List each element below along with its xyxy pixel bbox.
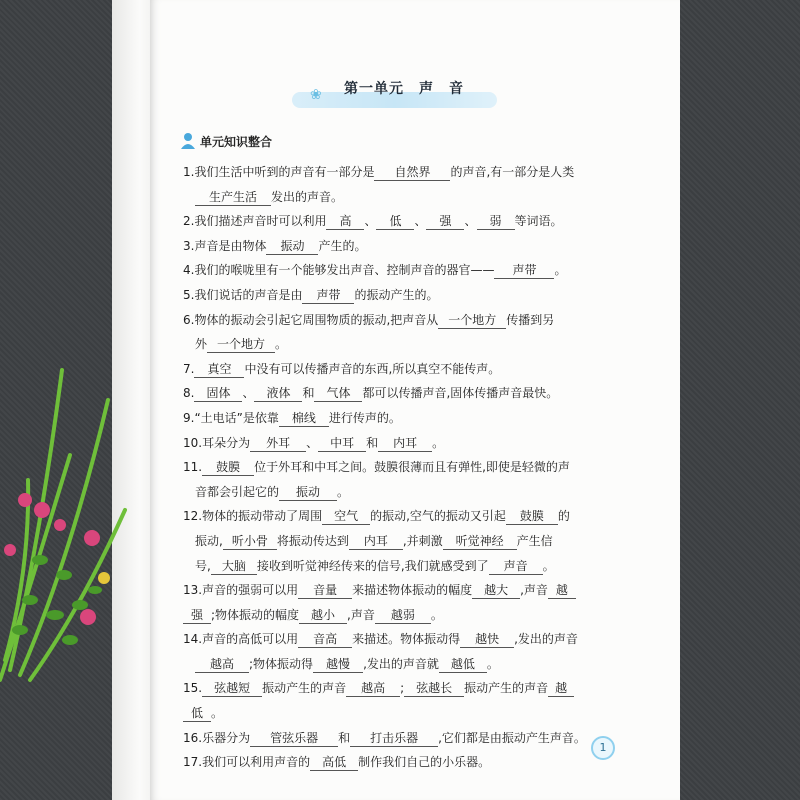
answer-blank: 固体 <box>194 385 242 402</box>
list-item-line <box>183 726 633 751</box>
unit-title <box>292 76 497 112</box>
question-text: 。 <box>554 263 567 278</box>
answer-blank: 棉线 <box>279 410 329 427</box>
answer-blank: 振动 <box>279 484 337 501</box>
question-text: 的振动,空气的振动又引起 <box>370 509 506 524</box>
question-text: ,声音 <box>347 607 375 622</box>
answer-blank: 鼓膜 <box>506 508 558 525</box>
answer-blank: 强 <box>426 213 464 230</box>
list-item-line <box>183 406 633 431</box>
question-text: 位于外耳和中耳之间。鼓膜很薄而且有弹性,即使是轻微的声 <box>254 460 570 475</box>
section-heading <box>180 131 272 151</box>
question-text: ,发出的声音 <box>514 632 578 647</box>
answer-blank: 越高 <box>346 680 400 697</box>
question-text: 振动, <box>183 533 223 548</box>
answer-blank: 一个地方 <box>207 336 275 353</box>
question-text: 等词语。 <box>514 214 563 229</box>
question-text: 。 <box>430 607 443 622</box>
question-text: 17.我们可以利用声音的 <box>183 755 311 770</box>
answer-blank: 低 <box>376 213 414 230</box>
person-icon <box>180 132 196 150</box>
question-text: 的 <box>557 509 570 524</box>
answer-blank: 越 <box>548 582 576 599</box>
question-text: 、 <box>242 386 255 401</box>
page-number: 1 <box>591 736 615 760</box>
answer-blank: 外耳 <box>250 435 306 452</box>
question-text: 3.声音是由物体 <box>183 238 267 253</box>
answer-blank: 高低 <box>310 754 358 771</box>
question-text: 中没有可以传播声音的东西,所以真空不能传声。 <box>244 361 501 376</box>
list-item-line <box>183 332 633 357</box>
list-item-line <box>183 209 633 234</box>
answer-blank: 真空 <box>194 361 244 378</box>
question-text: 来描述物体振动的幅度 <box>352 583 473 598</box>
list-item-line <box>183 701 633 726</box>
list-item-line <box>183 578 633 603</box>
question-text: ,声音 <box>520 583 548 598</box>
answer-blank: 越低 <box>439 656 487 673</box>
knowledge-list <box>183 160 633 775</box>
answer-blank: 声音 <box>489 558 543 575</box>
answer-blank: 液体 <box>254 385 302 402</box>
question-text: 制作我们自己的小乐器。 <box>358 755 491 770</box>
answer-blank: 空气 <box>322 508 370 525</box>
question-text <box>183 190 195 204</box>
question-text: 和 <box>338 730 351 745</box>
question-text: 的声音,有一部分是人类 <box>450 165 575 179</box>
list-item-line <box>183 357 633 382</box>
answer-blank: 越快 <box>460 631 514 648</box>
question-text: 14.声音的高低可以用 <box>183 632 299 647</box>
answer-blank: 越慢 <box>313 656 363 673</box>
answer-blank: 越小 <box>299 607 347 624</box>
answer-blank: 越高 <box>195 656 249 673</box>
list-item-line <box>183 480 633 505</box>
question-text: 5.我们说话的声音是由 <box>183 287 303 302</box>
question-text: 振动产生的声音 <box>464 681 549 696</box>
unit-title-text: 第一单元 声 音 <box>344 81 464 97</box>
question-text: 发出的声音。 <box>271 189 344 204</box>
answer-blank: 听觉神经 <box>443 533 517 550</box>
answer-blank: 自然界 <box>374 164 450 181</box>
question-text: 6.物体的振动会引起它周围物质的振动,把声音从 <box>183 312 439 327</box>
list-item-line <box>183 431 633 456</box>
question-text: 都可以传播声音,固体传播声音最快。 <box>362 386 559 401</box>
question-text: 16.乐器分为 <box>183 730 251 745</box>
list-item-line <box>183 529 633 554</box>
answer-blank: 声带 <box>494 262 554 279</box>
question-text: 号, <box>183 558 211 573</box>
question-text: ,并刺激 <box>402 533 443 548</box>
question-text: 的振动产生的。 <box>354 287 439 302</box>
answer-blank: 大脑 <box>211 558 257 575</box>
list-item-line <box>183 308 633 333</box>
question-text: 。 <box>486 656 499 671</box>
question-text: 产生信 <box>516 533 553 548</box>
answer-blank: 打击乐器 <box>350 730 438 747</box>
answer-blank: 越大 <box>472 582 520 599</box>
flower-icon: ❀ <box>310 87 322 103</box>
question-text: ;物体振动的幅度 <box>211 607 300 622</box>
question-text: 来描述。物体振动得 <box>352 632 461 647</box>
question-text: 接收到听觉神经传来的信号,我们就感受到了 <box>256 558 489 573</box>
answer-blank: 越 <box>548 680 574 697</box>
list-item-line <box>183 258 633 283</box>
answer-blank: 生产生活 <box>195 189 271 206</box>
plant-decoration <box>0 360 140 690</box>
question-text: 产生的。 <box>318 238 367 253</box>
list-item-line <box>183 750 633 775</box>
question-text: 7. <box>183 361 195 376</box>
list-item-line <box>183 185 633 210</box>
answer-blank: 中耳 <box>318 435 366 452</box>
question-text: 。 <box>211 706 224 721</box>
question-text: ;物体振动得 <box>249 656 314 671</box>
section-heading-text: 单元知识整合 <box>200 134 273 149</box>
question-text: 10.耳朵分为 <box>183 435 251 450</box>
answer-blank: 内耳 <box>378 435 432 452</box>
answer-blank: 弦越短 <box>202 680 262 697</box>
question-text: 音都会引起它的 <box>183 484 280 499</box>
question-text: 11. <box>183 460 203 475</box>
answer-blank: 管弦乐器 <box>250 730 338 747</box>
question-text: 外 <box>183 337 208 352</box>
question-text: 9.“土电话”是依靠 <box>183 410 279 425</box>
list-item-line <box>183 652 633 677</box>
list-item-line <box>183 603 633 628</box>
list-item-line <box>183 554 633 579</box>
question-text <box>183 657 195 671</box>
question-text: ,发出的声音就 <box>363 656 439 671</box>
question-text: 传播到另 <box>506 312 555 327</box>
question-text: 将振动传达到 <box>276 533 349 548</box>
answer-blank: 声带 <box>302 287 354 304</box>
question-text: 13.声音的强弱可以用 <box>183 583 299 598</box>
question-text: 4.我们的喉咙里有一个能够发出声音、控制声音的器官—— <box>183 263 495 278</box>
answer-blank: 音量 <box>298 582 352 599</box>
question-text: 1.我们生活中听到的声音有一部分是 <box>183 165 375 179</box>
list-item-line <box>183 455 633 480</box>
question-text: 和 <box>302 386 315 401</box>
answer-blank: 越弱 <box>375 607 431 624</box>
answer-blank: 弦越长 <box>404 680 464 697</box>
question-text: 2.我们描述声音时可以利用 <box>183 214 327 229</box>
question-text: 振动产生的声音 <box>262 681 347 696</box>
question-text: 进行传声的。 <box>328 410 401 425</box>
answer-blank: 低 <box>183 705 211 722</box>
question-text: 和 <box>366 435 379 450</box>
list-item-line <box>183 627 633 652</box>
answer-blank: 音高 <box>298 631 352 648</box>
question-text: 12.物体的振动带动了周围 <box>183 509 323 524</box>
list-item-line <box>183 676 633 701</box>
question-text: 。 <box>432 435 445 450</box>
question-text: 。 <box>337 484 350 499</box>
question-text: 。 <box>275 337 288 352</box>
question-text: 8. <box>183 386 195 401</box>
question-text: 。 <box>542 558 555 573</box>
answer-blank: 气体 <box>314 385 362 402</box>
list-item-line <box>183 283 633 308</box>
question-text: 、 <box>414 214 427 229</box>
answer-blank: 鼓膜 <box>202 459 254 476</box>
question-text: 、 <box>306 435 319 450</box>
answer-blank: 振动 <box>266 238 318 255</box>
answer-blank: 内耳 <box>349 533 403 550</box>
question-text: ; <box>400 681 405 696</box>
list-item-line <box>183 381 633 406</box>
list-item-line <box>183 504 633 529</box>
answer-blank: 听小骨 <box>223 533 277 550</box>
question-text: 、 <box>464 214 477 229</box>
question-text: 15. <box>183 681 203 696</box>
answer-blank: 一个地方 <box>438 312 506 329</box>
answer-blank: 强 <box>183 607 211 624</box>
answer-blank: 高 <box>326 213 364 230</box>
question-text: 、 <box>364 214 377 229</box>
answer-blank: 弱 <box>477 213 515 230</box>
question-text: ,它们都是由振动产生声音。 <box>438 730 586 745</box>
list-item-line <box>183 160 633 185</box>
list-item-line <box>183 234 633 259</box>
